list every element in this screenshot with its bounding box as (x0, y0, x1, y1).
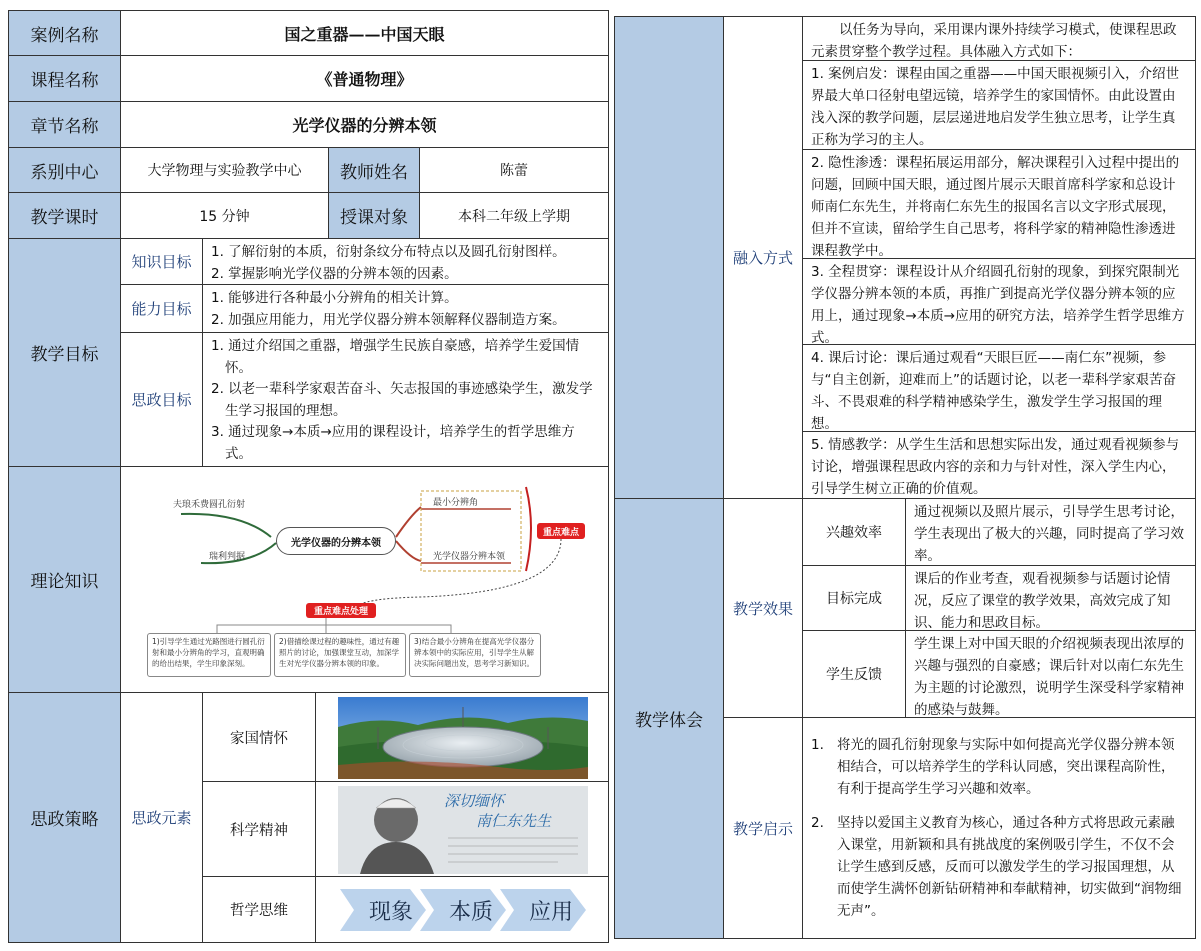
element-label (120, 692, 203, 943)
feedback-label-text: 学生反馈 (826, 667, 882, 683)
hours-label-text: 教学课时 (30, 208, 99, 228)
item-3-text: 3. 全程贯穿：课程设计从介绍圆孔衍射的现象，到探究限制光学仪器分辨本领的本质，再推广到提高光学仪器分辨本领的应用上，通过现象→本质→应用的研究方法，培养学生哲学思维方式。 (811, 264, 1185, 346)
mindmap-center: 光学仪器的分辨本领 (276, 527, 396, 555)
course-text: 《普通物理》 (316, 70, 413, 89)
fast-photo-cell (315, 692, 609, 782)
feedback-text-span: 学生课上对中国天眼的介绍视频表现出浓厚的兴趣与强烈的自豪感；课后针对以南仁东先生为主题的讨论激烈，说明学生深受科学家精神的感染与鼓舞。 (914, 636, 1184, 718)
case-name-value (120, 10, 609, 56)
theory-label (8, 466, 121, 693)
item-2-text: 2. 隐性渗透：课程拓展运用部分，解决课程引入过程中提出的问题，回顾中国天眼，通过图片展示天眼首席科学家和总设计师南仁东先生，并将南仁东先生的报国名言以文字形式展现，但并不宣读，留给学生自己思考，将科学家的精神隐性渗透进课程教学中。 (811, 155, 1180, 259)
ideology-label (120, 332, 203, 467)
dept-label (8, 147, 121, 193)
course-label (8, 55, 121, 102)
chapter-label-text: 章节名称 (30, 117, 99, 137)
ability-item: 1. 能够进行各种最小分辨角的相关计算。 (211, 290, 458, 306)
mindmap-area (120, 466, 609, 693)
mindmap-box-1: 1)引导学生通过光路图进行圆孔衍射和最小分辨角的学习，直观明确的给出结果，学生印象深刻。 (147, 633, 271, 677)
ability-label-text: 能力目标 (131, 300, 192, 318)
experience-label-text: 教学体会 (635, 711, 703, 731)
insight-label-text: 教学启示 (732, 819, 793, 838)
knowledge-label (120, 238, 203, 285)
item-5-text: 5. 情感教学：从学生生活和思想实际出发，通过观看视频参与讨论，增强课程思政内容的亲和力与针对性，深入学生内心，引导学生树立正确的价值观。 (811, 437, 1180, 497)
teacher-label-text: 教师姓名 (340, 162, 408, 183)
patriot-label (202, 692, 316, 782)
interest-text (905, 498, 1196, 566)
integration-item-1 (802, 60, 1196, 150)
fast-telescope-illustration (338, 697, 588, 779)
knowledge-item: 2. 掌握影响光学仪器的分辨本领的因素。 (211, 265, 458, 282)
strategy-label (8, 692, 121, 943)
mindmap-left-bottom: 瑞利判据 (209, 552, 246, 562)
effect-label (723, 498, 803, 718)
photo-text-1: 深切缅怀 (444, 792, 505, 810)
goals-label (8, 238, 121, 467)
patriot-label-text: 家国情怀 (230, 730, 288, 747)
hours-value (120, 192, 329, 239)
flow-essence: 本质 (448, 899, 493, 925)
ideology-label-text: 思政目标 (131, 391, 192, 409)
dept-text: 大学物理与实验教学中心 (147, 163, 302, 179)
hours-text: 15 分钟 (199, 208, 250, 225)
teacher-value (419, 147, 609, 193)
case-name-text: 国之重器——中国天眼 (284, 24, 445, 44)
key-points-tag: 重点难点 (537, 523, 585, 539)
audience-text: 本科二年级上学期 (458, 208, 570, 225)
interest-label-text: 兴趣效率 (826, 525, 882, 541)
theory-label-text: 理论知识 (30, 572, 99, 592)
target-label (802, 565, 906, 631)
photo-text-2: 南仁东先生 (476, 812, 552, 830)
teacher-label (328, 147, 420, 193)
target-text-span: 课后的作业考查，观看视频参与话题讨论情况，反应了课堂的教学效果，高效完成了知识、能力和思政目标。 (914, 571, 1171, 631)
course-label-text: 课程名称 (30, 71, 99, 91)
mindmap-box-2: 2)借描绘课过程的趣味性，通过有趣照片的讨论，加强课堂互动，加深学生对光学仪器分辨本领的印象。 (274, 633, 406, 677)
interest-text-span: 通过视频以及照片展示，引导学生思考讨论，学生表现出了极大的兴趣，同时提高了学习效率。 (914, 504, 1184, 564)
integration-intro (802, 16, 1196, 61)
integration-item-2 (802, 149, 1196, 259)
philo-label-text: 哲学思维 (230, 903, 288, 919)
insight-1-text: 将光的圆孔衍射现象与实际中如何提高光学仪器分辨本领相结合，可以培养学生的学科认同感，突出课程高阶性，有利于提高学生学习兴趣和效率。 (837, 737, 1175, 797)
strategy-label-text: 思政策略 (30, 810, 99, 830)
mindmap-box-3: 3)结合最小分辨角在提高光学仪器分辨本领中的实际应用，引导学生从解决实际问题出发，思考学习新知识。 (409, 633, 541, 677)
insight-item-2 (811, 812, 1187, 922)
insight-2-text: 坚持以爱国主义教育为核心，通过各种方式将思政元素融入课堂，用新颖和具有挑战度的案例吸引学生，不仅不会让学生感到反感，反而可以激发学生的学习报国理想，从而使学生满怀创新钻研精神和奉献精神，切实做到“润物细无声”。 (837, 815, 1182, 919)
integration-item-4 (802, 344, 1196, 432)
chapter-label (8, 101, 121, 148)
experience-label (614, 498, 724, 939)
insight-1-num: 1. (811, 737, 824, 753)
insight-content (802, 717, 1196, 939)
integration-label (723, 16, 803, 499)
goals-label-text: 教学目标 (30, 345, 99, 365)
target-label-text: 目标完成 (826, 591, 882, 607)
feedback-label (802, 630, 906, 718)
dept-label-text: 系别中心 (30, 162, 99, 183)
insight-2-num: 2. (811, 815, 824, 831)
integration-item-3 (802, 258, 1196, 345)
insight-label (723, 717, 803, 939)
audience-label-text: 授课对象 (340, 208, 408, 228)
mindmap-left-top: 夫琅禾费圆孔衍射 (173, 500, 246, 510)
science-label-text: 科学精神 (230, 822, 288, 839)
flow-phenomenon: 现象 (368, 899, 413, 925)
item-1-text: 1. 案例启发：课程由国之重器——中国天眼视频引入，介绍世界最大单口径射电望远镜，培养学生的家国情怀。由此设置由浅入深的教学问题，层层递进地启发学生独立思考，让学生真正称为学习的主人。 (811, 66, 1180, 148)
portrait-photo-cell (315, 781, 609, 877)
chapter-text: 光学仪器的分辨本领 (292, 116, 437, 135)
ideology-item: 1. 通过介绍国之重器，增强学生民族自豪感，培养学生爱国情怀。 (211, 338, 580, 376)
ability-label (120, 284, 203, 333)
chapter-value (120, 101, 609, 148)
ability-goals (202, 284, 609, 333)
mindmap-right-bottom: 光学仪器分辨本领 (433, 552, 506, 562)
flow-cell (315, 876, 609, 943)
ability-item: 2. 加强应用能力，用光学仪器分辨本领解释仪器制造方案。 (211, 311, 566, 328)
philo-label (202, 876, 316, 943)
dept-value (120, 147, 329, 193)
ideology-goals (202, 332, 609, 467)
flow-application: 应用 (528, 899, 573, 925)
item-4-text: 4. 课后讨论：课后通过观看“天眼巨匠——南仁东”视频，参与“自主创新，迎难而上”的话题讨论，以老一辈科学家艰苦奋斗、不畏艰难的科学精神感染学生，激发学生学习报国的理想。 (811, 350, 1176, 432)
audience-value (419, 192, 609, 239)
fast-telescope-image (338, 697, 588, 779)
ideology-item: 2. 以老一辈科学家艰苦奋斗、矢志报国的事迹感染学生，激发学生学习报国的理想。 (211, 381, 593, 419)
integration-item-5 (802, 431, 1196, 499)
teacher-text: 陈蕾 (500, 163, 528, 179)
course-value (120, 55, 609, 102)
knowledge-item: 1. 了解衍射的本质，衍射条纹分布特点以及圆孔衍射图样。 (211, 244, 566, 260)
right-top-label-bg (614, 16, 724, 499)
mindmap-right-top: 最小分辨角 (433, 498, 479, 508)
knowledge-label-text: 知识目标 (131, 253, 192, 271)
element-label-text: 思政元素 (131, 809, 192, 827)
case-name-label (8, 10, 121, 56)
insight-item-1 (811, 734, 1187, 800)
feedback-text (905, 630, 1196, 718)
integration-label-text: 融入方式 (732, 249, 793, 267)
hours-label (8, 192, 121, 239)
case-name-label-text: 案例名称 (30, 25, 99, 46)
audience-label (328, 192, 420, 239)
integration-intro-text: 以任务为导向，采用课内课外持续学习模式，使课程思政元素贯穿整个教学过程。具体融入方式如下： (811, 22, 1177, 60)
effect-label-text: 教学效果 (732, 599, 793, 618)
knowledge-goals (202, 238, 609, 285)
key-points-handling-tag: 重点难点处理 (306, 603, 376, 618)
nan-rendong-image (338, 786, 588, 874)
science-label (202, 781, 316, 877)
ideology-item: 3. 通过现象→本质→应用的课程设计，培养学生的哲学思维方式。 (211, 424, 575, 462)
target-text (905, 565, 1196, 631)
interest-label (802, 498, 906, 566)
